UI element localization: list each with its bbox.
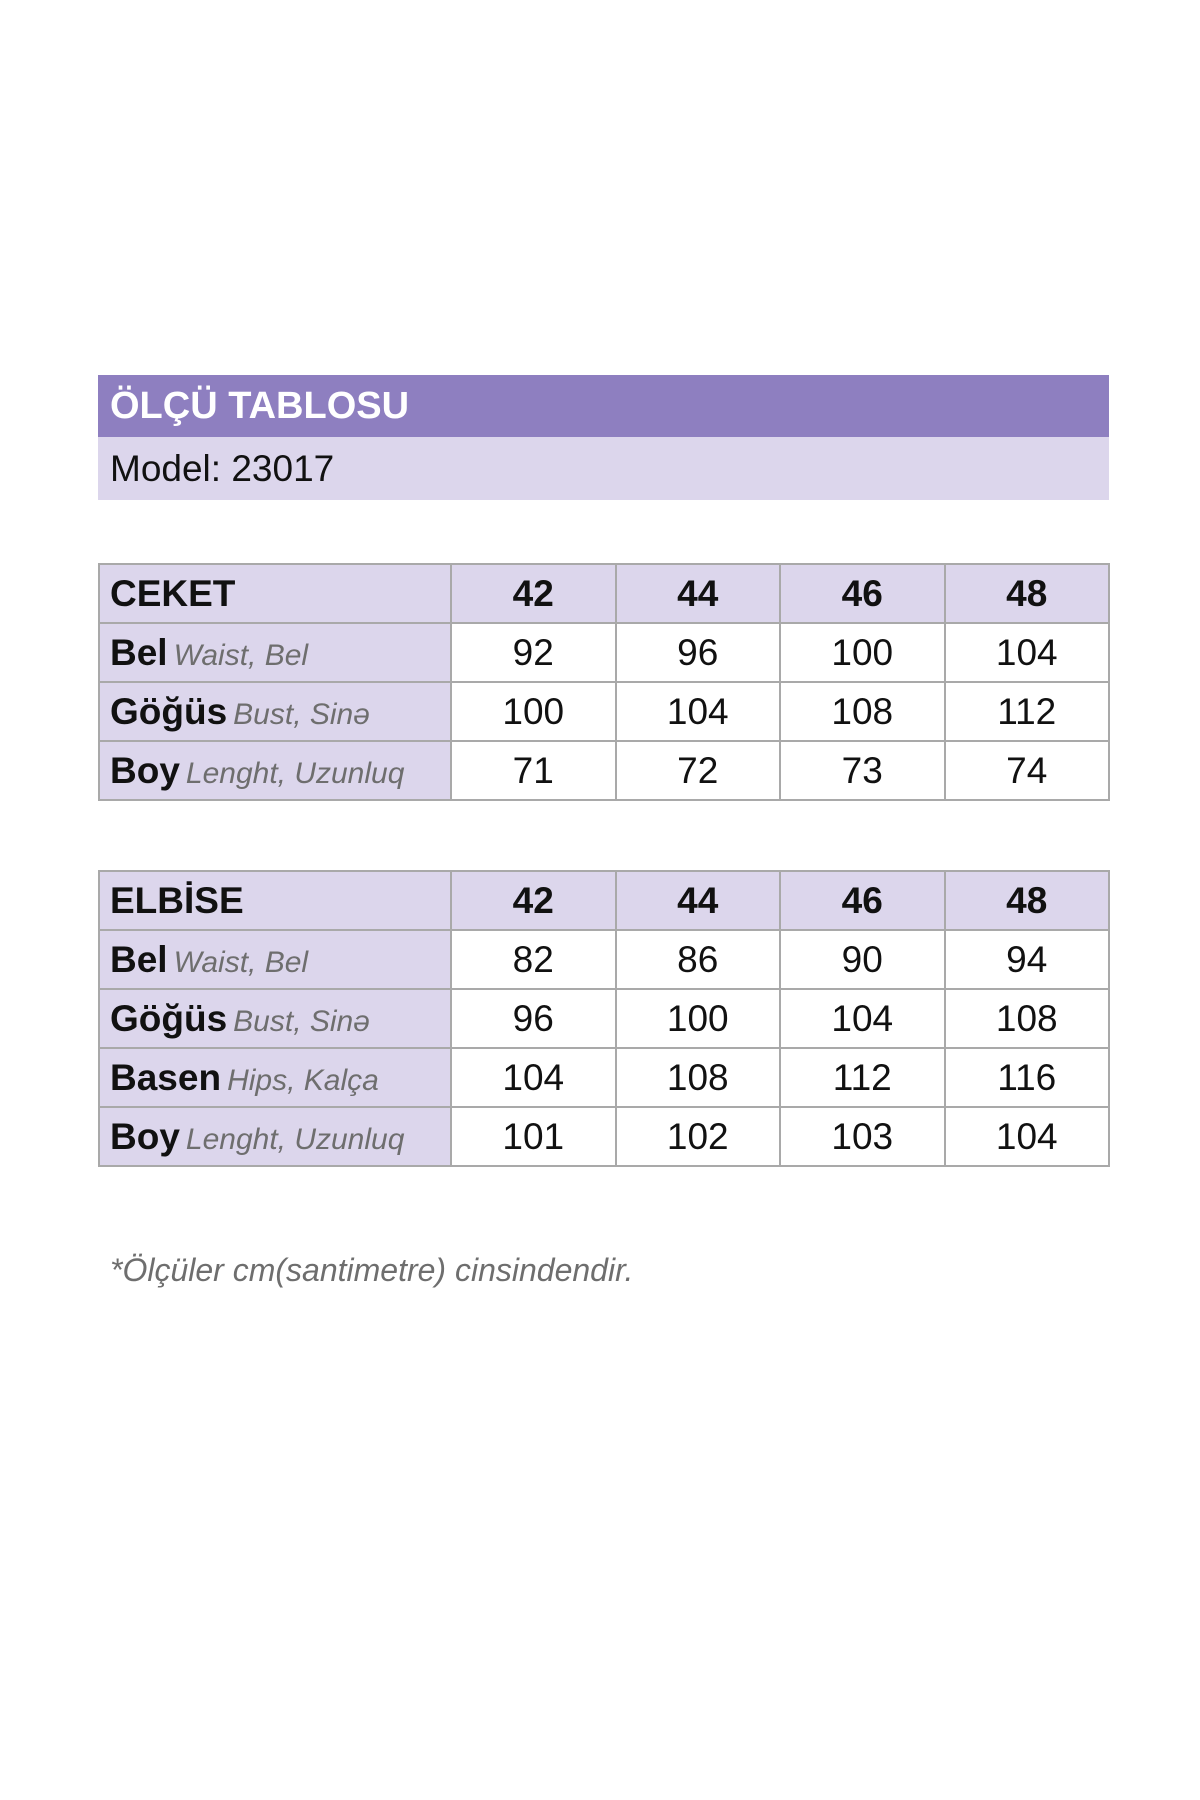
ceket-row-gogus	[99, 682, 1109, 741]
value-cell: 82	[451, 930, 616, 989]
model-number: Model: 23017	[98, 437, 1109, 500]
value-cell: 73	[780, 741, 945, 800]
value-cell: 112	[945, 682, 1110, 741]
value-cell: 94	[945, 930, 1110, 989]
row-label	[99, 989, 451, 1048]
row-name: Boy	[110, 749, 180, 791]
row-name: Göğüs	[110, 997, 228, 1039]
row-label	[99, 741, 451, 800]
value-cell: 103	[780, 1107, 945, 1166]
row-translation: Waist, Bel	[173, 945, 309, 979]
value-cell: 86	[616, 930, 781, 989]
row-name: Bel	[110, 631, 168, 673]
elbise-size-header: 46	[780, 871, 945, 930]
value-cell: 104	[945, 623, 1110, 682]
ceket-size-header: 42	[451, 564, 616, 623]
row-label	[99, 682, 451, 741]
value-cell: 108	[780, 682, 945, 741]
value-cell: 108	[616, 1048, 781, 1107]
elbise-size-header: 42	[451, 871, 616, 930]
ceket-header-row	[99, 564, 1109, 623]
elbise-row-gogus	[99, 989, 1109, 1048]
elbise-row-bel	[99, 930, 1109, 989]
elbise-size-header: 44	[616, 871, 781, 930]
row-translation: Hips, Kalça	[227, 1063, 379, 1097]
row-translation: Bust, Sinə	[233, 1004, 370, 1038]
elbise-row-basen	[99, 1048, 1109, 1107]
row-name: Boy	[110, 1115, 180, 1157]
row-label	[99, 1107, 451, 1166]
value-cell: 108	[945, 989, 1110, 1048]
ceket-row-bel	[99, 623, 1109, 682]
ceket-size-header: 44	[616, 564, 781, 623]
row-label	[99, 623, 451, 682]
value-cell: 92	[451, 623, 616, 682]
ceket-title: CEKET	[110, 572, 236, 614]
ceket-title-cell	[99, 564, 451, 623]
value-cell: 100	[780, 623, 945, 682]
ceket-size-table	[98, 563, 1110, 801]
ceket-row-boy	[99, 741, 1109, 800]
row-label	[99, 1048, 451, 1107]
elbise-header-row	[99, 871, 1109, 930]
value-cell: 96	[616, 623, 781, 682]
row-name: Bel	[110, 938, 168, 980]
value-cell: 100	[616, 989, 781, 1048]
row-translation: Bust, Sinə	[233, 697, 370, 731]
row-name: Basen	[110, 1056, 222, 1098]
value-cell: 71	[451, 741, 616, 800]
row-translation: Lenght, Uzunluq	[185, 756, 405, 790]
value-cell: 104	[780, 989, 945, 1048]
row-label	[99, 930, 451, 989]
value-cell: 116	[945, 1048, 1110, 1107]
value-cell: 104	[451, 1048, 616, 1107]
value-cell: 100	[451, 682, 616, 741]
elbise-title: ELBİSE	[110, 879, 244, 921]
value-cell: 102	[616, 1107, 781, 1166]
row-translation: Waist, Bel	[173, 638, 309, 672]
elbise-size-header: 48	[945, 871, 1110, 930]
value-cell: 90	[780, 930, 945, 989]
chart-title: ÖLÇÜ TABLOSU	[98, 375, 1109, 437]
elbise-title-cell	[99, 871, 451, 930]
value-cell: 104	[616, 682, 781, 741]
value-cell: 112	[780, 1048, 945, 1107]
elbise-row-boy	[99, 1107, 1109, 1166]
row-name: Göğüs	[110, 690, 228, 732]
ceket-size-header: 48	[945, 564, 1110, 623]
ceket-size-header: 46	[780, 564, 945, 623]
elbise-size-table	[98, 870, 1110, 1167]
value-cell: 72	[616, 741, 781, 800]
value-cell: 101	[451, 1107, 616, 1166]
value-cell: 104	[945, 1107, 1110, 1166]
value-cell: 74	[945, 741, 1110, 800]
value-cell: 96	[451, 989, 616, 1048]
units-note: *Ölçüler cm(santimetre) cinsindendir.	[110, 1252, 634, 1288]
row-translation: Lenght, Uzunluq	[185, 1122, 405, 1156]
size-chart-header	[98, 375, 1109, 500]
